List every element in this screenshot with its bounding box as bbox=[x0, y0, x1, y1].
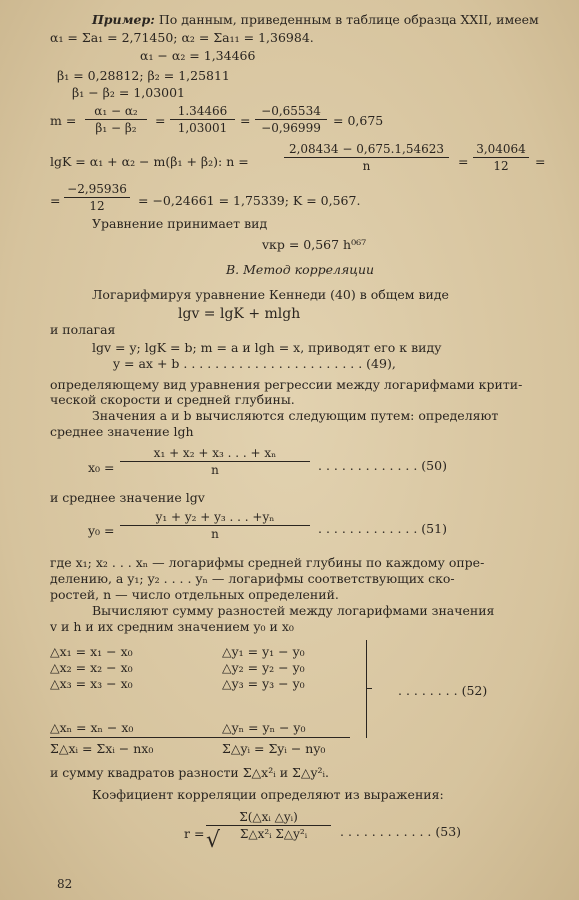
eq51-fraction bbox=[120, 510, 310, 541]
lgk-lhs: lgK = α₁ + α₂ − m(β₁ + β₂): n = bbox=[50, 154, 249, 169]
m-frac1-den: β₁ − β₂ bbox=[95, 121, 137, 135]
lgk-fraction-1 bbox=[284, 142, 449, 173]
m-fraction-1 bbox=[85, 104, 147, 135]
paragraph-polagaya: и полагая bbox=[50, 322, 116, 337]
eq51-number: . . . . . . . . . . . . . (51) bbox=[318, 521, 447, 536]
section-heading: В. Метод корреляции bbox=[226, 262, 375, 277]
equation-49: y = ax + b . . . . . . . . . . . . . . . . . . . . . . . (49), bbox=[113, 356, 396, 371]
paragraph-where-3: ростей, n — число отдельных определений. bbox=[50, 587, 339, 602]
lgk-frac1-den: n bbox=[362, 159, 371, 173]
sum-delta-y: Σ△yᵢ = Σyᵢ − ny₀ bbox=[222, 741, 326, 756]
example-label: Пример: bbox=[92, 12, 155, 27]
paragraph-substitution: lgv = y; lgK = b; m = a и lgh = x, приводят его к виду bbox=[92, 340, 442, 355]
eq50-lhs: x₀ = bbox=[88, 460, 115, 475]
delta-x3: △x₃ = x₃ − x₀ bbox=[50, 676, 133, 691]
paragraph-log: Логарифмируя уравнение Кеннеди (40) в общем виде bbox=[92, 287, 449, 302]
example-text: По данным, приведенным в таблице образца XXII, имеем bbox=[158, 12, 539, 27]
lgk-frac2-den: 12 bbox=[493, 159, 509, 173]
m-fraction-2 bbox=[170, 104, 235, 135]
m-frac2-num: 1.34466 bbox=[177, 104, 228, 118]
lgk2-result: = −0,24661 = 1,75339; K = 0,567. bbox=[138, 193, 361, 208]
delta-xn: △xₙ = xₙ − x₀ bbox=[50, 720, 134, 735]
beta-difference: β₁ − β₂ = 1,03001 bbox=[72, 85, 186, 100]
alpha-difference: α₁ − α₂ = 1,34466 bbox=[140, 48, 256, 63]
alpha-values: α₁ = Σa₁ = 2,71450; α₂ = Σa₁₁ = 1,36984. bbox=[50, 30, 314, 45]
equation-lgv: lgv = lgK + mlgh bbox=[178, 306, 301, 322]
lgk-frac1-num: 2,08434 − 0,675.1,54623 bbox=[288, 142, 445, 156]
delta-yn: △yₙ = yₙ − y₀ bbox=[222, 720, 306, 735]
paragraph-coefficient: Коэфициент корреляции определяют из выражения: bbox=[92, 787, 444, 802]
eq53-lhs: r = bbox=[184, 826, 205, 841]
eq50-den: n bbox=[211, 463, 219, 477]
paragraph-where-2: делению, a y₁; y₂ . . . . yₙ — логарифмы соответствующих ско- bbox=[50, 571, 455, 586]
m-frac3-den: −0,96999 bbox=[261, 121, 321, 135]
lgk-frac2-num: 3,04064 bbox=[476, 142, 526, 156]
eq51-lhs: y₀ = bbox=[88, 523, 115, 538]
paragraph-define-1: определяющему вид уравнения регрессии между логарифмами крити- bbox=[50, 377, 523, 392]
eq52-number: . . . . . . . . (52) bbox=[398, 683, 488, 698]
paragraph-mean-v: и среднее значение lgv bbox=[50, 490, 205, 505]
m-frac2-den: 1,03001 bbox=[177, 121, 228, 135]
eq50-fraction bbox=[120, 446, 310, 477]
eq53-num: Σ(△xᵢ △yᵢ) bbox=[239, 810, 298, 824]
page-number: 82 bbox=[57, 877, 73, 891]
lgk2-fraction bbox=[64, 182, 130, 213]
m-result: = 0,675 bbox=[333, 113, 384, 128]
beta-values: β₁ = 0,28812; β₂ = 1,25811 bbox=[57, 68, 230, 83]
m-lhs: m = bbox=[50, 113, 77, 128]
eq53-number: . . . . . . . . . . . . (53) bbox=[340, 824, 462, 839]
eq51-num: y₁ + y₂ + y₃ . . . +yₙ bbox=[155, 510, 275, 524]
paragraph-where-1: где x₁; x₂ . . . xₙ — логарифмы средней глубины по каждому опре- bbox=[50, 555, 485, 570]
sum-delta-x: Σ△xᵢ = Σxᵢ − nx₀ bbox=[50, 741, 154, 756]
sum-rule bbox=[50, 737, 350, 738]
m-fraction-3 bbox=[255, 104, 327, 135]
lgk2-frac-num: −2,95936 bbox=[67, 182, 127, 196]
m-frac3-num: −0,65534 bbox=[261, 104, 321, 118]
paragraph-compute-2: v и h и их средним значением y₀ и x₀ bbox=[50, 619, 294, 634]
lgk2-eq: = bbox=[50, 193, 61, 208]
eq50-num: x₁ + x₂ + x₃ . . . + xₙ bbox=[153, 446, 277, 460]
lgk-eq2: = bbox=[535, 154, 546, 169]
eq53-den: Σ△x²ᵢ Σ△y²ᵢ bbox=[239, 827, 308, 841]
paragraph-compute-1: Вычисляют сумму разностей между логарифмами значения bbox=[92, 603, 495, 618]
delta-y1: △y₁ = y₁ − y₀ bbox=[222, 644, 305, 659]
eq51-den: n bbox=[211, 527, 219, 541]
right-brace bbox=[360, 640, 367, 738]
lgk-fraction-2 bbox=[473, 142, 529, 173]
delta-x1: △x₁ = x₁ − x₀ bbox=[50, 644, 133, 659]
paragraph-values-2: среднее значение lgh bbox=[50, 424, 194, 439]
paragraph-vid: Уравнение принимает вид bbox=[92, 216, 268, 231]
m-frac1-num: α₁ − α₂ bbox=[94, 104, 138, 118]
paragraph-define-2: ческой скорости и средней глубины. bbox=[50, 392, 295, 407]
lgk2-frac-den: 12 bbox=[89, 199, 105, 213]
paragraph-squares: и сумму квадратов разности Σ△x²ᵢ и Σ△y²ᵢ. bbox=[50, 765, 330, 780]
paragraph-values-1: Значения a и b вычисляются следующим путем: определяют bbox=[92, 408, 499, 423]
delta-y2: △y₂ = y₂ − y₀ bbox=[222, 660, 305, 675]
delta-x2: △x₂ = x₂ − x₀ bbox=[50, 660, 133, 675]
brace-tip bbox=[366, 688, 372, 689]
sqrt-sign: √ bbox=[206, 828, 221, 853]
eq50-number: . . . . . . . . . . . . . (50) bbox=[318, 458, 447, 473]
lgk-eq: = bbox=[458, 154, 469, 169]
delta-y3: △y₃ = y₃ − y₀ bbox=[222, 676, 305, 691]
m-eq1: = bbox=[155, 113, 166, 128]
eq53-fraction bbox=[206, 810, 331, 841]
m-eq2: = bbox=[240, 113, 251, 128]
example-line bbox=[92, 12, 539, 27]
equation-v: vкр = 0,567 h⁰⁶⁷ bbox=[262, 237, 367, 252]
